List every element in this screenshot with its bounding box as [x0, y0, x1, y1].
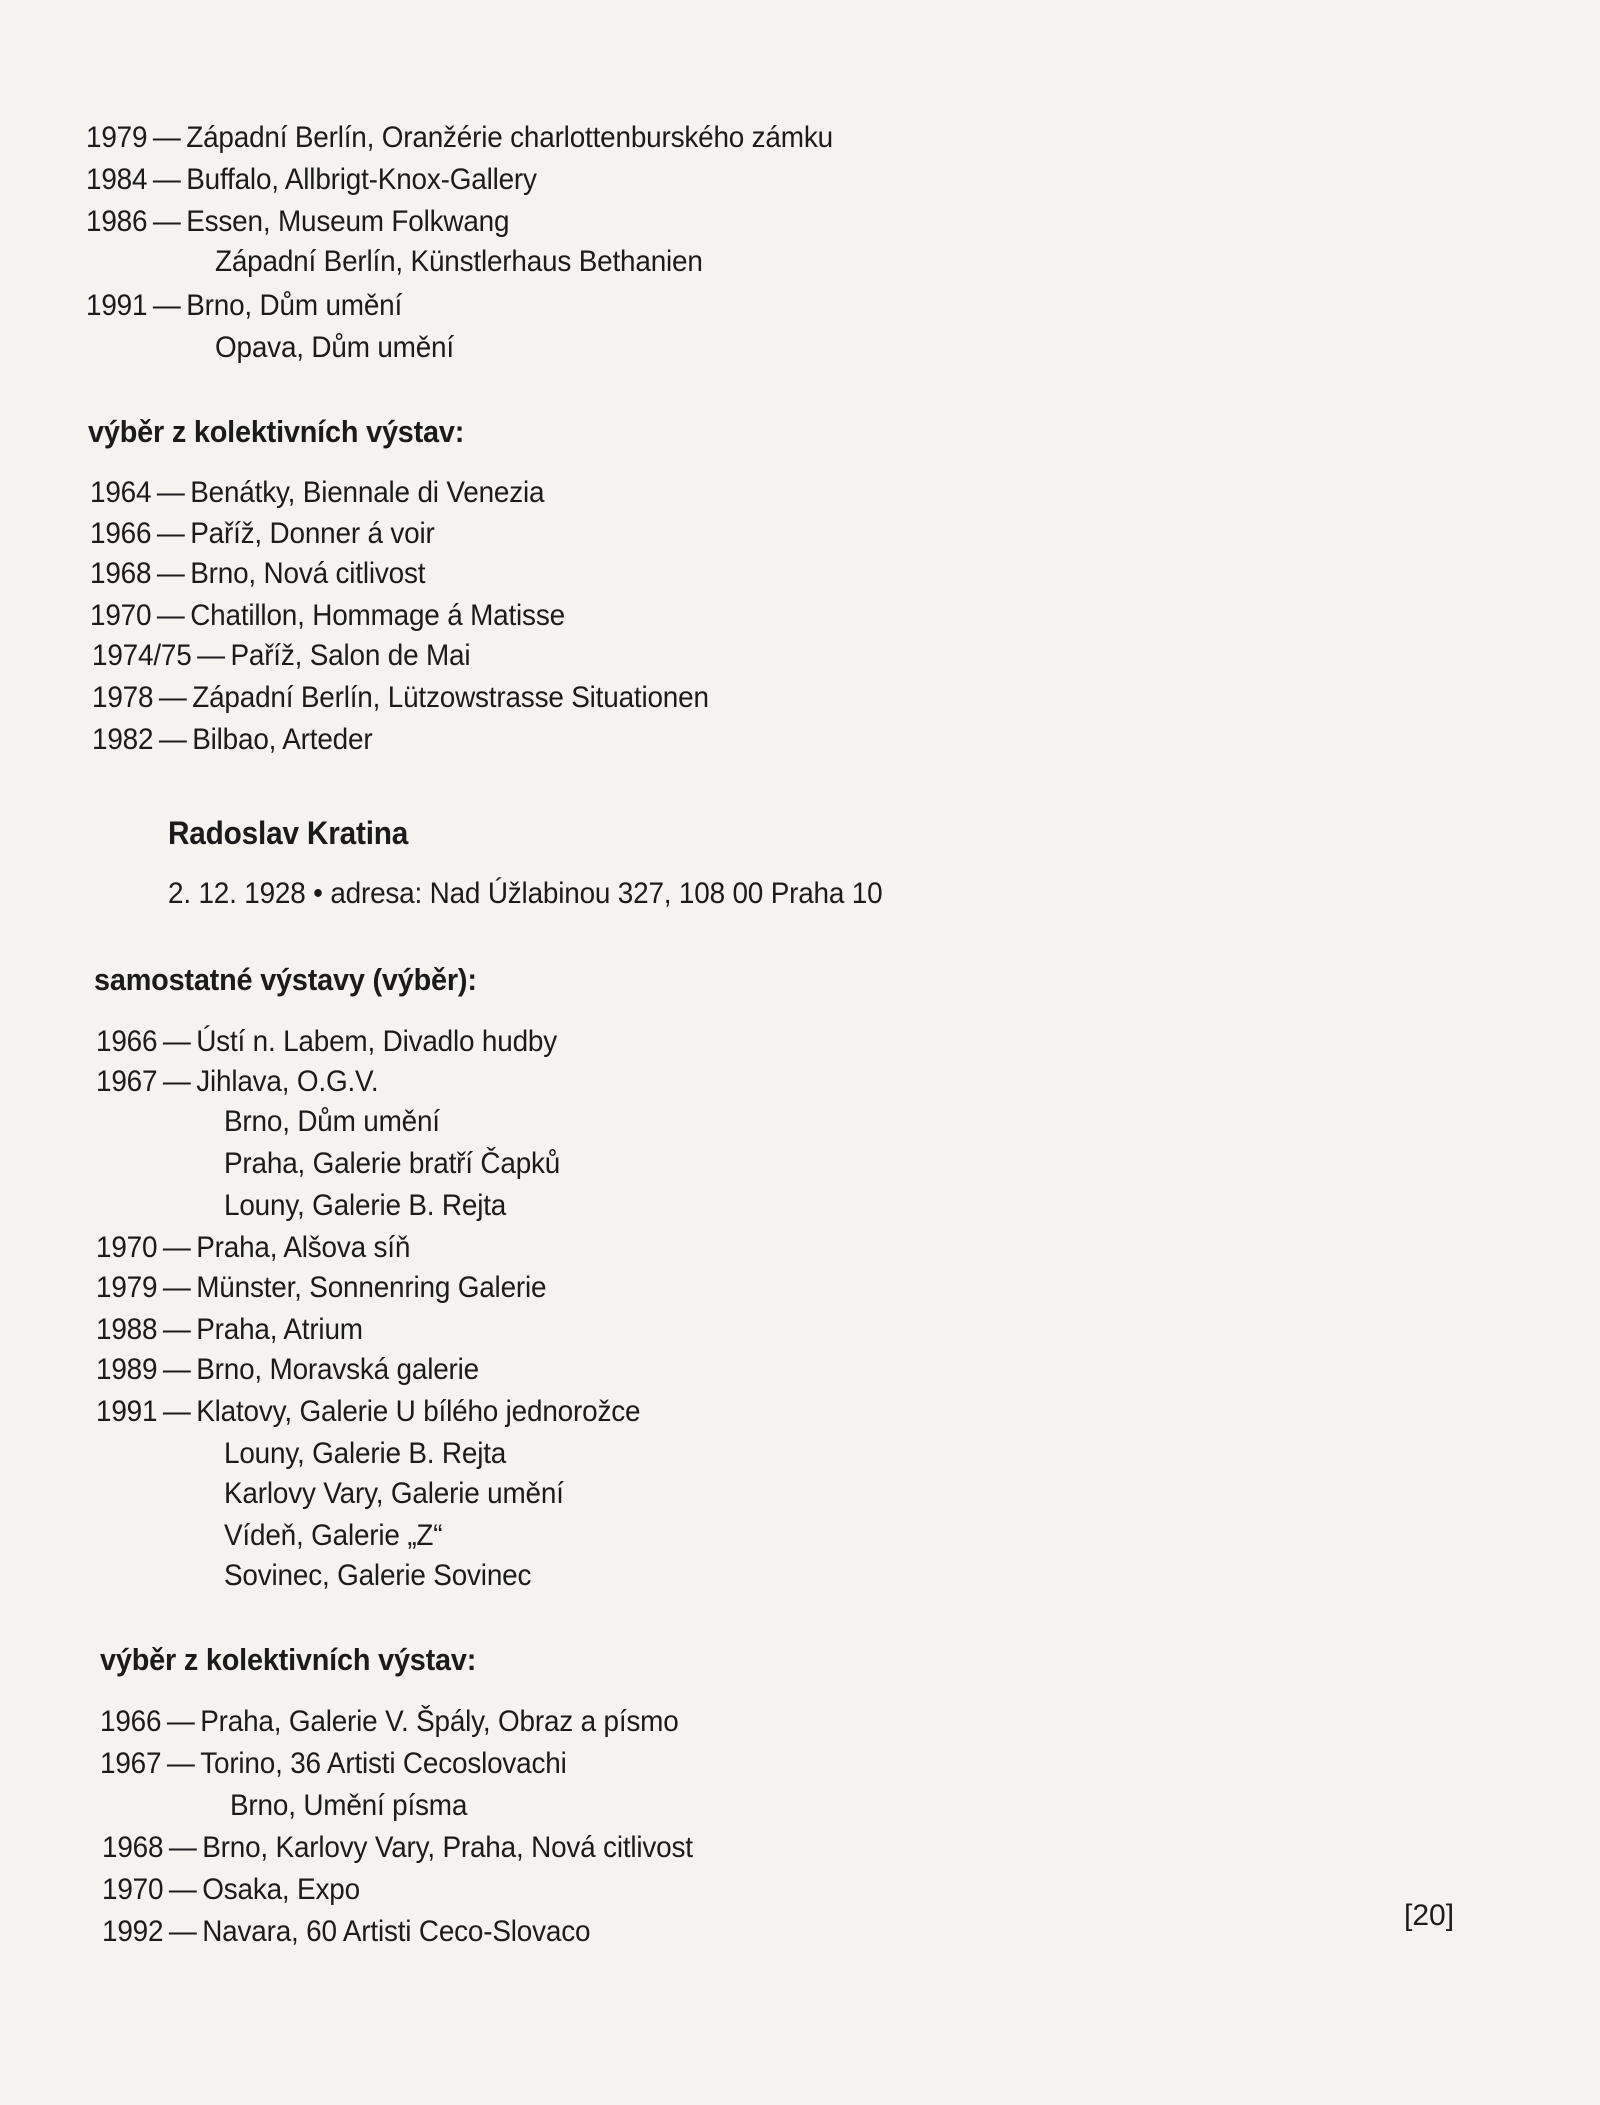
entry-dash: — [168, 1831, 197, 1864]
list-item [92, 638, 470, 674]
list-item [100, 1746, 567, 1782]
entry-text: Buffalo, Allbrigt-Knox-Gallery [186, 163, 537, 196]
entry-dash: — [168, 1873, 197, 1906]
entry-dash: — [156, 557, 185, 590]
list-item [92, 722, 372, 758]
list-item [96, 1024, 557, 1060]
entry-year: 1966 [96, 1025, 158, 1058]
list-item [215, 244, 703, 280]
list-item [102, 1914, 590, 1950]
entry-dash: — [197, 639, 225, 672]
entry-year: 1970 [96, 1231, 158, 1264]
entry-text: Praha, Galerie V. Špály, Obraz a písmo [200, 1705, 679, 1738]
list-item [230, 1788, 467, 1824]
entry-dash: — [166, 1747, 195, 1780]
entry-dash: — [158, 681, 187, 714]
section-heading: výběr z kolektivních výstav: [88, 414, 465, 449]
entry-text: Essen, Museum Folkwang [186, 205, 510, 238]
list-item [96, 1064, 379, 1100]
entry-text: Brno, Dům umění [224, 1105, 440, 1138]
entry-text: Navara, 60 Artisti Ceco-Slovaco [202, 1915, 591, 1948]
entry-year: 1982 [92, 723, 154, 756]
entry-text: Torino, 36 Artisti Cecoslovachi [200, 1747, 567, 1780]
entry-text: Západní Berlín, Künstlerhaus Bethanien [215, 245, 703, 278]
list-item [102, 1830, 693, 1866]
entry-year: 1986 [86, 205, 148, 238]
list-item [86, 120, 833, 156]
list-item [86, 162, 537, 198]
entry-dash: — [162, 1231, 191, 1264]
entry-text: Brno, Moravská galerie [196, 1353, 480, 1386]
entry-text: Praha, Alšova síň [196, 1231, 411, 1264]
bullet-separator: • [313, 877, 323, 910]
list-item [96, 1230, 410, 1266]
entry-text: Brno, Dům umění [186, 289, 403, 322]
entry-text: Osaka, Expo [202, 1873, 360, 1906]
entry-text: Sovinec, Galerie Sovinec [224, 1559, 532, 1592]
entry-dash: — [152, 205, 181, 238]
entry-text: Louny, Galerie B. Rejta [224, 1189, 507, 1222]
entry-year: 1989 [96, 1353, 158, 1386]
entry-year: 1970 [102, 1873, 164, 1906]
list-item [224, 1558, 531, 1594]
entry-dash: — [156, 517, 185, 550]
entry-text: Münster, Sonnenring Galerie [196, 1271, 547, 1304]
entry-year: 1967 [96, 1065, 158, 1098]
entry-year: 1968 [102, 1831, 164, 1864]
entry-year: 1991 [96, 1395, 158, 1428]
entry-year: 1991 [86, 289, 148, 322]
entry-dash: — [156, 476, 185, 509]
list-item [224, 1188, 506, 1224]
entry-year: 1966 [100, 1705, 162, 1738]
page-number: [20] [1404, 1899, 1455, 1932]
entry-dash: — [162, 1353, 191, 1386]
entry-year: 1979 [96, 1271, 158, 1304]
entry-dash: — [152, 289, 181, 322]
list-item [100, 1704, 679, 1740]
list-item [90, 516, 435, 552]
entry-dash: — [168, 1915, 197, 1948]
entry-year: 1967 [100, 1747, 162, 1780]
list-item [224, 1518, 442, 1554]
artist-name: Radoslav Kratina [168, 815, 409, 851]
entry-year: 1978 [92, 681, 154, 714]
entry-text: Praha, Atrium [196, 1313, 363, 1346]
entry-year: 1974/75 [92, 639, 192, 672]
list-item [224, 1476, 564, 1512]
entry-year: 1968 [90, 557, 152, 590]
list-item [224, 1436, 506, 1472]
list-item [96, 1352, 479, 1388]
list-item [224, 1104, 440, 1140]
entry-text: Klatovy, Galerie U bílého jednorožce [196, 1395, 641, 1428]
entry-text: Západní Berlín, Lützowstrasse Situationen [192, 681, 709, 714]
entry-text: Karlovy Vary, Galerie umění [224, 1477, 564, 1510]
entry-text: Paříž, Donner á voir [190, 517, 435, 550]
entry-dash: — [152, 163, 181, 196]
entry-dash: — [162, 1065, 191, 1098]
entry-year: 1964 [90, 476, 152, 509]
entry-year: 1984 [86, 163, 148, 196]
entry-text: Brno, Umění písma [230, 1789, 468, 1822]
list-item [96, 1270, 546, 1306]
entry-dash: — [158, 723, 187, 756]
entry-text: Brno, Karlovy Vary, Praha, Nová citlivost [202, 1831, 693, 1864]
entry-text: Jihlava, O.G.V. [196, 1065, 379, 1098]
entry-dash: — [162, 1395, 191, 1428]
entry-text: Benátky, Biennale di Venezia [190, 476, 545, 509]
entry-dash: — [162, 1313, 191, 1346]
list-item [86, 288, 402, 324]
list-item [96, 1394, 640, 1430]
entry-text: Opava, Dům umění [215, 331, 454, 364]
entry-dash: — [152, 121, 181, 154]
birth-date: 2. 12. 1928 [168, 877, 306, 910]
list-item [224, 1146, 560, 1182]
entry-text: Ústí n. Labem, Divadlo hudby [196, 1025, 558, 1058]
list-item [90, 598, 565, 634]
artist-details [168, 876, 882, 912]
entry-dash: — [162, 1271, 191, 1304]
list-item [90, 475, 544, 511]
entry-dash: — [166, 1705, 195, 1738]
entry-text: Vídeň, Galerie „Z“ [224, 1519, 443, 1552]
entry-text: Západní Berlín, Oranžérie charlottenburského zámku [186, 121, 833, 154]
entry-year: 1979 [86, 121, 148, 154]
entry-year: 1966 [90, 517, 152, 550]
entry-dash: — [156, 599, 185, 632]
list-item [102, 1872, 360, 1908]
entry-dash: — [162, 1025, 191, 1058]
artist-address: adresa: Nad Úžlabinou 327, 108 00 Praha 10 [330, 877, 883, 910]
list-item [96, 1312, 363, 1348]
entry-text: Brno, Nová citlivost [190, 557, 426, 590]
entry-year: 1992 [102, 1915, 164, 1948]
section-heading: výběr z kolektivních výstav: [100, 1642, 477, 1677]
entry-text: Louny, Galerie B. Rejta [224, 1437, 507, 1470]
entry-year: 1988 [96, 1313, 158, 1346]
entry-year: 1970 [90, 599, 152, 632]
entry-text: Paříž, Salon de Mai [230, 639, 471, 672]
list-item [90, 556, 425, 592]
section-heading: samostatné výstavy (výběr): [94, 962, 477, 997]
entry-text: Praha, Galerie bratří Čapků [224, 1147, 561, 1180]
list-item [86, 204, 509, 240]
entry-text: Bilbao, Arteder [192, 723, 373, 756]
list-item [92, 680, 709, 716]
entry-text: Chatillon, Hommage á Matisse [190, 599, 565, 632]
list-item [215, 330, 454, 366]
